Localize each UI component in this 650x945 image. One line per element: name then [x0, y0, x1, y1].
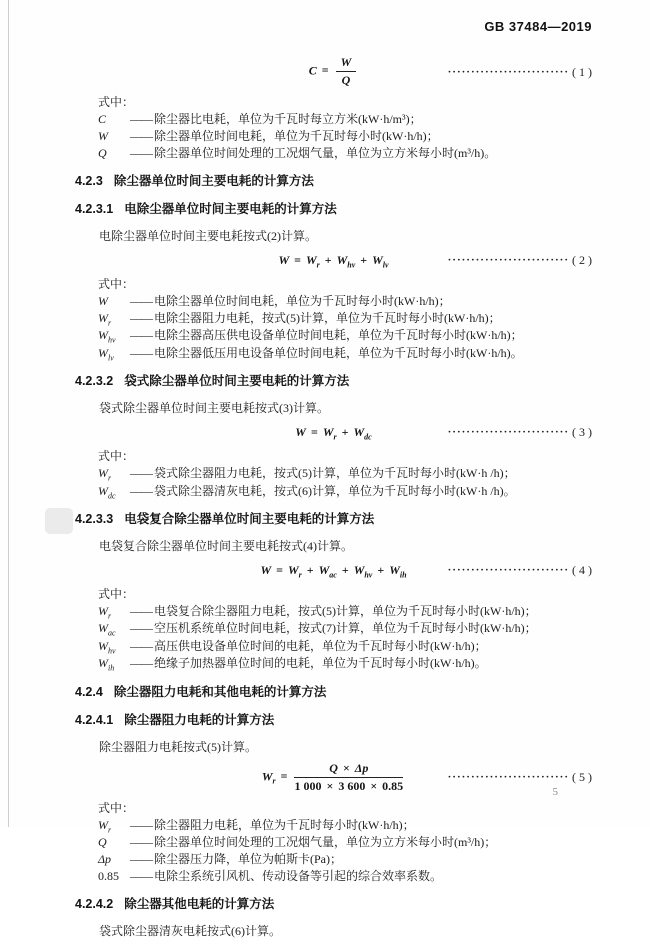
operator: + [377, 562, 385, 577]
variable-dash: —— [130, 868, 152, 883]
operator: + [306, 562, 314, 577]
variable-subscript: ac [329, 570, 337, 580]
variable-dash: —— [130, 817, 152, 832]
equation [278, 250, 388, 270]
variable: W [322, 425, 334, 440]
section-heading [75, 201, 592, 218]
variable-subscript: dc [364, 432, 372, 442]
variable-dash: —— [130, 146, 152, 160]
variable-symbol: Δp [98, 851, 112, 866]
variable: W [372, 253, 383, 267]
equation-number: ( 4 ) [572, 562, 592, 577]
operator: × [342, 760, 350, 775]
variable-row [98, 638, 592, 655]
variable-symbol: $W_{hv}$ [98, 638, 116, 656]
variable: W [295, 425, 306, 440]
variable-description: 绝缘子加热器单位时间的电耗，单位为千瓦时每小时(kW·h/h)。 [154, 656, 487, 671]
section-title: 电除尘器单位时间主要电耗的计算方法 [124, 202, 337, 216]
variable: W [261, 768, 273, 783]
section-title: 除尘器其他电耗的计算方法 [124, 896, 275, 911]
variable-dash: —— [130, 129, 152, 143]
variable: W [260, 562, 272, 577]
variable: W [340, 55, 352, 69]
variable-row [98, 128, 592, 145]
variable-symbol: $W_{lv}$ [98, 345, 114, 363]
section-heading [75, 684, 592, 701]
variable-symbol-subscript: r [108, 611, 112, 621]
fraction-numerator [294, 761, 403, 778]
variable-symbol: $W_r$ [98, 466, 112, 483]
operator: + [324, 253, 332, 267]
leader-dots: ·························· [447, 563, 569, 576]
variable-dash: —— [130, 603, 152, 618]
leader-dots: ·························· [447, 254, 569, 266]
variable-row [98, 868, 592, 885]
variable-dash: —— [130, 311, 152, 325]
variable-dash: —— [130, 638, 152, 653]
variable-symbol: $W_{dc}$ [98, 483, 116, 500]
variable-subscript: r [272, 776, 276, 786]
formula-block [75, 422, 592, 442]
standard-code-header: GB 37484—2019 [484, 19, 592, 34]
variable-row [98, 483, 592, 500]
variable: W [305, 253, 317, 267]
equation [260, 560, 406, 580]
operator: = [294, 253, 301, 267]
equation-number: ( 5 ) [572, 770, 592, 785]
number-literal: 3 600 [338, 778, 366, 793]
section-title: 除尘器阻力电耗和其他电耗的计算方法 [113, 684, 327, 699]
variable: Q [329, 760, 338, 775]
variable-subscript: hv [364, 570, 373, 580]
body-paragraph: 电除尘器单位时间主要电耗按式(2)计算。 [99, 229, 317, 243]
leader-dots: ·························· [447, 771, 569, 784]
variable-symbol-subscript: r [108, 824, 112, 834]
section-number: 4.2.3.1 [75, 202, 114, 216]
section-number: 4.2.3.2 [75, 374, 114, 389]
section-number: 4.2.4 [75, 684, 103, 699]
page-number: 5 [552, 786, 558, 798]
operator: = [310, 425, 318, 440]
fraction [336, 55, 357, 88]
section-title: 袋式除尘器单位时间主要电耗的计算方法 [124, 374, 350, 389]
equation [309, 55, 359, 88]
variable-list [75, 465, 592, 500]
operator: + [341, 425, 349, 440]
variable-dash: —— [130, 483, 152, 498]
variable-dash: —— [130, 112, 152, 126]
variable-list [75, 603, 592, 673]
variable-dash: —— [130, 834, 152, 849]
variable-symbol: $W_r$ [98, 817, 112, 834]
equation-reference [448, 250, 592, 270]
variable-subscript: lv [382, 260, 389, 270]
variable-row [98, 834, 592, 851]
section-heading [75, 173, 592, 190]
equation-reference [448, 422, 592, 442]
page-content [0, 50, 650, 945]
equation-reference [448, 767, 592, 787]
variable-subscript: hv [347, 260, 356, 270]
variable-symbol-subscript: r [108, 473, 112, 483]
variable-symbol-subscript: r [108, 318, 112, 328]
variable-row [98, 603, 592, 620]
variable-description: 袋式除尘器阻力电耗，按式(5)计算，单位为千瓦时每小时(kW·h /h)； [154, 466, 516, 481]
section-heading [75, 373, 592, 390]
variable-symbol: C [98, 112, 107, 126]
variable-symbol: $W_{ih}$ [98, 656, 115, 673]
variable-symbol-subscript: ac [108, 628, 116, 638]
fraction-denominator [294, 778, 403, 794]
variable-symbol-subscript: hv [108, 646, 116, 656]
operator: + [360, 253, 368, 267]
operator: = [321, 63, 329, 78]
variable-dash: —— [130, 328, 152, 343]
where-label: 式中： [98, 277, 135, 291]
variable-dash: —— [130, 345, 152, 360]
variable-subscript: r [333, 432, 337, 442]
variable-row [98, 111, 592, 128]
body-paragraph: 除尘器阻力电耗按式(5)计算。 [99, 739, 257, 754]
section-number: 4.2.3 [75, 174, 103, 188]
section-heading [75, 896, 592, 913]
variable-description: 电除尘器高压供电设备单位时间电耗，单位为千瓦时每小时(kW·h/h)； [154, 328, 523, 343]
fraction-denominator [336, 72, 357, 88]
variable-symbol: $W_{ac}$ [98, 621, 116, 638]
variable-symbol: Q [98, 834, 107, 849]
variable-description: 除尘器单位时间处理的工况烟气量，单位为立方米每小时(m³/h)； [154, 834, 497, 849]
variable-subscript: ih [399, 570, 407, 580]
section-heading [75, 712, 592, 729]
variable-dash: —— [130, 656, 152, 671]
operator: = [280, 768, 288, 783]
variable-row [98, 620, 592, 637]
variable: W [287, 562, 299, 577]
equation [262, 761, 405, 794]
where-label: 式中： [98, 449, 135, 464]
variable-description: 电除尘器单位时间电耗，单位为千瓦时每小时(kW·h/h)； [154, 294, 451, 308]
variable-description: 除尘器单位时间处理的工况烟气量，单位为立方米每小时(m³/h)。 [154, 146, 497, 160]
formula-block [75, 761, 592, 794]
number-literal: 1 000 [294, 778, 322, 793]
equation-number: ( 1 ) [572, 64, 592, 79]
variable-row [98, 145, 592, 162]
variable: W [336, 253, 348, 267]
where-label: 式中： [98, 95, 135, 109]
section-number: 4.2.4.1 [75, 712, 114, 727]
variable-symbol-subscript: ih [108, 663, 115, 673]
body-paragraph: 电袋复合除尘器单位时间主要电耗按式(4)计算。 [99, 538, 353, 553]
variable-row [98, 655, 592, 672]
formula-block [75, 250, 592, 270]
operator: = [276, 562, 283, 577]
section-title: 电袋复合除尘器单位时间主要电耗的计算方法 [124, 511, 375, 526]
variable-dash: —— [130, 621, 152, 636]
equation [295, 422, 371, 442]
number-literal: 0.85 [382, 778, 404, 793]
variable-symbol: W [98, 129, 108, 143]
body-paragraph: 袋式除尘器清灰电耗按式(6)计算。 [99, 923, 281, 938]
variable-dash: —— [130, 466, 152, 481]
section-heading [75, 511, 592, 528]
variable: W [389, 562, 400, 577]
variable-symbol-subscript: lv [108, 353, 114, 363]
variable-description: 电除尘系统引风机、传动设备等引起的综合效率系数。 [154, 868, 443, 883]
formula-block [75, 560, 592, 580]
body-paragraph: 袋式除尘器单位时间主要电耗按式(3)计算。 [99, 401, 329, 416]
leader-dots: ·························· [447, 65, 569, 78]
variable: W [353, 425, 365, 440]
variable-symbol: Q [98, 146, 107, 160]
variable: W [353, 562, 365, 577]
variable-symbol-subscript: dc [108, 490, 116, 500]
variable-description: 除尘器比电耗，单位为千瓦时每立方米(kW·h/m³)； [154, 112, 422, 126]
variable-row [98, 327, 592, 344]
fraction [294, 761, 403, 794]
variable-row [98, 293, 592, 310]
operator: + [341, 562, 349, 577]
fraction-numerator [336, 55, 357, 72]
variable: Δp [354, 760, 369, 775]
operator: × [326, 778, 334, 793]
variable-description: 高压供电设备单位时间的电耗，单位为千瓦时每小时(kW·h/h)； [154, 638, 487, 653]
section-title: 除尘器单位时间主要电耗的计算方法 [113, 174, 314, 188]
variable-symbol: 0.85 [98, 868, 119, 883]
variable-symbol: $W_r$ [98, 603, 112, 621]
section-title: 除尘器阻力电耗的计算方法 [124, 712, 275, 727]
variable: W [318, 562, 330, 577]
variable-description: 袋式除尘器清灰电耗，按式(6)计算，单位为千瓦时每小时(kW·h /h)。 [154, 483, 516, 498]
equation-reference [448, 62, 592, 82]
variable-subscript: r [316, 260, 320, 270]
variable-description: 除尘器单位时间电耗，单位为千瓦时每小时(kW·h/h)； [154, 129, 439, 143]
equation-number: ( 2 ) [572, 253, 592, 267]
variable-list [75, 293, 592, 362]
section-number: 4.2.3.3 [75, 511, 114, 526]
variable-symbol: $W_{hv}$ [98, 328, 116, 345]
variable-dash: —— [130, 294, 152, 308]
variable-description: 空压机系统单位时间电耗，按式(7)计算，单位为千瓦时每小时(kW·h/h)； [154, 621, 537, 636]
variable-list [75, 817, 592, 885]
equation-reference [448, 560, 592, 580]
variable-description: 除尘器阻力电耗，单位为千瓦时每小时(kW·h/h)； [154, 817, 415, 832]
variable-row [98, 465, 592, 482]
variable-symbol: $W_r$ [98, 311, 112, 328]
variable: Q [341, 73, 351, 87]
variable-description: 电除尘器阻力电耗，按式(5)计算，单位为千瓦时每小时(kW·h/h)； [154, 311, 501, 325]
variable-list [75, 111, 592, 162]
variable-subscript: r [298, 570, 302, 580]
variable-symbol: W [98, 294, 108, 308]
where-label: 式中： [98, 800, 135, 815]
equation-number: ( 3 ) [572, 425, 592, 440]
variable-description: 除尘器压力降，单位为帕斯卡(Pa)； [154, 851, 342, 866]
operator: × [370, 778, 378, 793]
section-number: 4.2.4.2 [75, 896, 114, 911]
variable-dash: —— [130, 851, 152, 866]
variable-row [98, 851, 592, 868]
variable-description: 电袋复合除尘器阻力电耗，按式(5)计算，单位为千瓦时每小时(kW·h/h)； [154, 603, 537, 618]
variable-row [98, 345, 592, 362]
variable-symbol-subscript: hv [108, 335, 116, 345]
variable: W [278, 253, 290, 267]
variable-row [98, 310, 592, 327]
variable: C [308, 63, 317, 78]
variable-row [98, 817, 592, 834]
leader-dots: ·························· [447, 426, 569, 439]
formula-block [75, 55, 592, 88]
where-label: 式中： [98, 586, 135, 601]
variable-description: 电除尘器低压用电设备单位时间电耗，单位为千瓦时每小时(kW·h/h)。 [154, 345, 523, 360]
